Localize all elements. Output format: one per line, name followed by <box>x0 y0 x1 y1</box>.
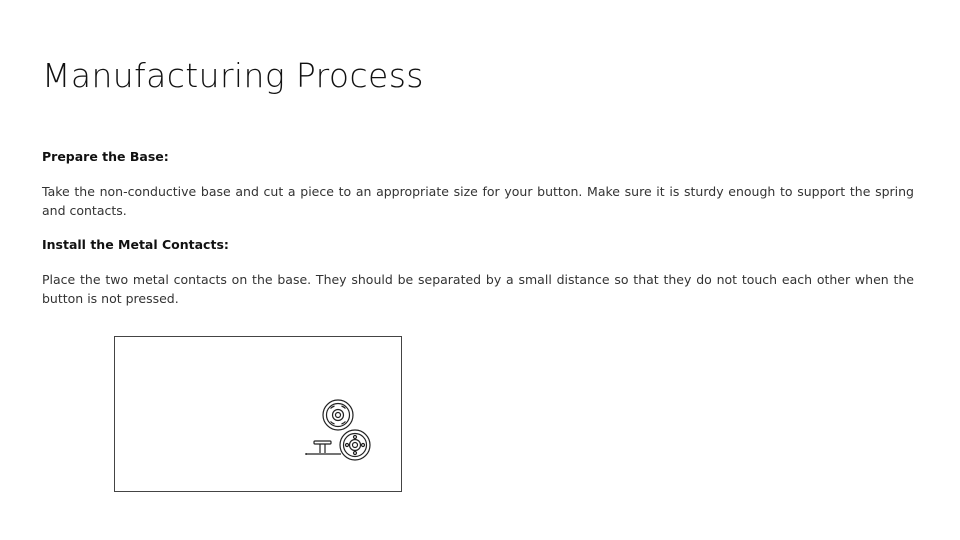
slide-title: Manufacturing Process <box>42 56 424 95</box>
section-heading-install-contacts: Install the Metal Contacts: <box>42 237 229 252</box>
illustration-frame <box>114 336 402 492</box>
button-parts-icon <box>115 337 401 491</box>
section-text-prepare-base: Take the non-conductive base and cut a piece to an appropriate size for your button. Make sure it is sturdy enough to support the spring and contacts. <box>42 184 914 218</box>
section-heading-prepare-base: Prepare the Base: <box>42 149 169 164</box>
slide-body <box>42 148 914 324</box>
round-contact-icon <box>323 400 353 430</box>
base-pin-icon <box>306 441 341 455</box>
section-text-install-contacts: Place the two metal contacts on the base. They should be separated by a small distance so that they do not touch each other when the button is not pressed. <box>42 272 914 306</box>
round-contact-icon <box>340 430 370 460</box>
